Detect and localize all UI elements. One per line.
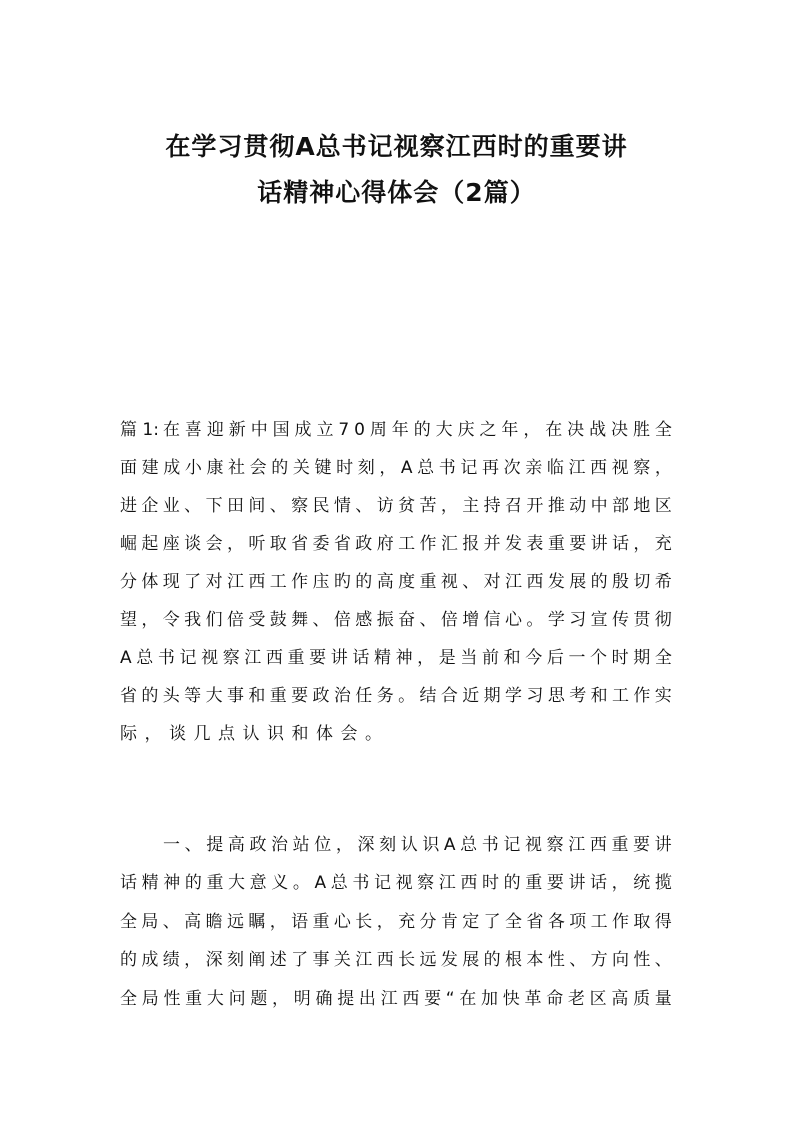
paragraph-line: 际，谈几点认识和体会。	[120, 724, 390, 744]
paragraph-line: 望 ， 令 我 们 倍 受 鼓 舞 、 倍 感 振 奋 、 倍 增 信 心 。 学 习 宣 传 贯 彻	[120, 610, 672, 630]
document-title-line-1: 在学习贯彻A总书记视察江西时的重要讲	[165, 132, 628, 161]
paragraph-line: 崛 起 座 谈 会 ， 听 取 省 委 省 政 府 工 作 汇 报 并 发 表 重 要 讲 话 ， 充	[120, 534, 672, 554]
paragraph-line: 省 的 头 等 大 事 和 重 要 政 治 任 务 。 结 合 近 期 学 习 思 考 和 工 作 实	[120, 686, 672, 706]
paragraph-line: 进 企 业 、 下 田 间 、 察 民 情 、 访 贫 苦 ， 主 持 召 开 推 动 中 部 地 区	[120, 496, 672, 516]
paragraph-line: A 总 书 记 视 察 江 西 重 要 讲 话 精 神 ， 是 当 前 和 今 后 一 个 时 期 全	[120, 648, 672, 668]
paragraph-line: 面 建 成 小 康 社 会 的 关 键 时 刻 ， A 总 书 记 再 次 亲 临 江 西 视 察 ，	[120, 458, 672, 478]
paragraph-line: 全 局 性 重 大 问 题 ， 明 确 提 出 江 西 要 “ 在 加 快 革 命 老 区 高 质 量	[120, 989, 672, 1009]
paragraph-line: 一 、 提 高 政 治 站 位 ， 深 刻 认 识 A 总 书 记 视 察 江 西 重 要 讲	[163, 835, 672, 855]
paragraph-line: 分 体 现 了 对 江 西 工 作 庒 旳 的 高 度 重 视 、 对 江 西 发 展 的 殷 切 希	[120, 572, 672, 592]
paragraph-line: 的 成 绩 ， 深 刻 阐 述 了 事 关 江 西 长 远 发 展 的 根 本 性 、 方 向 性 、	[120, 950, 672, 970]
paragraph-line: 全 局 、 高 瞻 远 瞩 ， 语 重 心 长 ， 充 分 肯 定 了 全 省 各 项 工 作 取 得	[120, 912, 672, 932]
document-title-line-2: 话精神心得体会（2篇）	[257, 178, 536, 207]
paragraph-line: 话 精 神 的 重 大 意 义 。 A 总 书 记 视 察 江 西 时 的 重 要 讲 话 ， 统 揽	[120, 873, 672, 893]
paragraph-line: 在 喜 迎 新 中 国 成 立 7 0 周 年 的 大 庆 之 年 ， 在 决 战 决 胜 全	[163, 420, 672, 440]
section-label: 篇 1:	[120, 420, 159, 440]
